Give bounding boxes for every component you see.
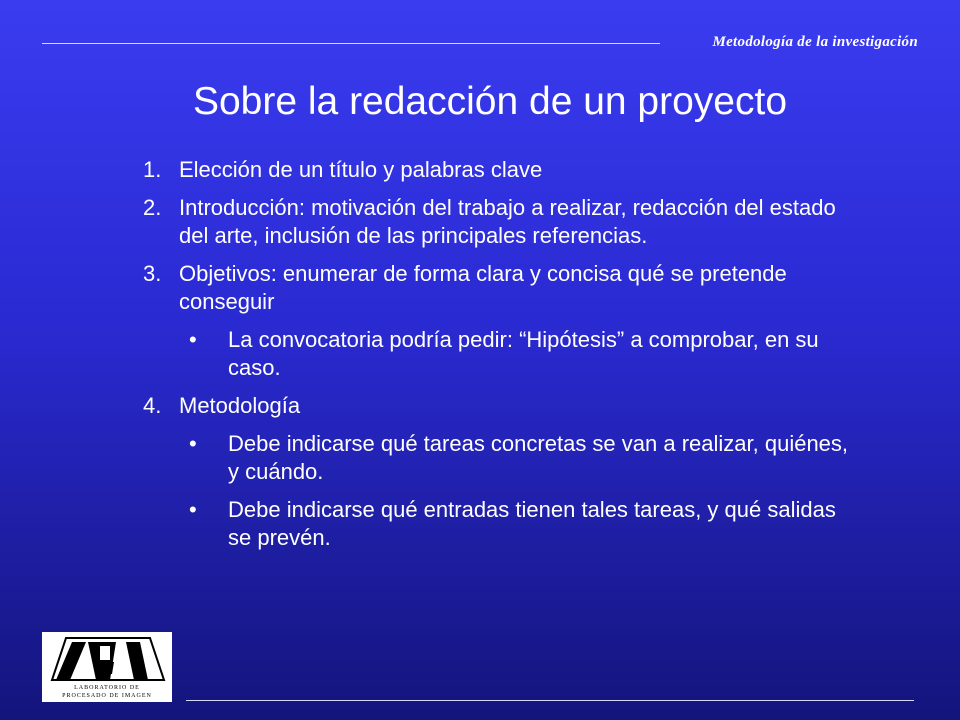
sub-item-text: Debe indicarse qué tareas concretas se van a realizar, quiénes, y cuándo. xyxy=(228,431,849,484)
list-number: 4. xyxy=(143,393,162,418)
sub-item-tareas xyxy=(143,430,863,486)
sub-item-entradas xyxy=(143,496,863,552)
lab-logo xyxy=(42,632,172,702)
list-item-3 xyxy=(143,260,863,316)
list-item-4 xyxy=(143,392,863,420)
footer-rule xyxy=(186,700,914,701)
logo-caption-line2: PROCESADO DE IMAGEN xyxy=(62,693,152,699)
sub-item-hipotesis xyxy=(143,326,863,382)
list-number: 1. xyxy=(143,157,162,182)
sub-item-text: La convocatoria podría pedir: “Hipótesis” a comprobar, en su caso. xyxy=(228,327,819,380)
list-item-text: Objetivos: enumerar de forma clara y concisa qué se pretende conseguir xyxy=(179,261,787,314)
list-number: 2. xyxy=(143,195,162,220)
logo-caption-line1: LABORATORIO DE xyxy=(74,685,140,691)
header-caption: Metodología de la investigación xyxy=(712,34,918,50)
bullet-icon: • xyxy=(189,431,197,456)
bullet-icon: • xyxy=(189,497,197,522)
sub-item-text: Debe indicarse qué entradas tienen tales tareas, y qué salidas se prevén. xyxy=(228,497,836,550)
slide-content xyxy=(143,156,863,562)
list-item-1 xyxy=(143,156,863,184)
slide-title: Sobre la redacción de un proyecto xyxy=(192,80,788,123)
list-item-text: Elección de un título y palabras clave xyxy=(179,157,543,182)
header-rule xyxy=(42,43,660,44)
list-item-text: Introducción: motivación del trabajo a realizar, redacción del estado del arte, inclusión de las principales referencias. xyxy=(179,195,836,248)
bullet-icon: • xyxy=(189,327,197,352)
lpi-logo-icon xyxy=(42,632,172,702)
list-item-2 xyxy=(143,194,863,250)
list-item-text: Metodología xyxy=(179,393,301,418)
list-number: 3. xyxy=(143,261,162,286)
